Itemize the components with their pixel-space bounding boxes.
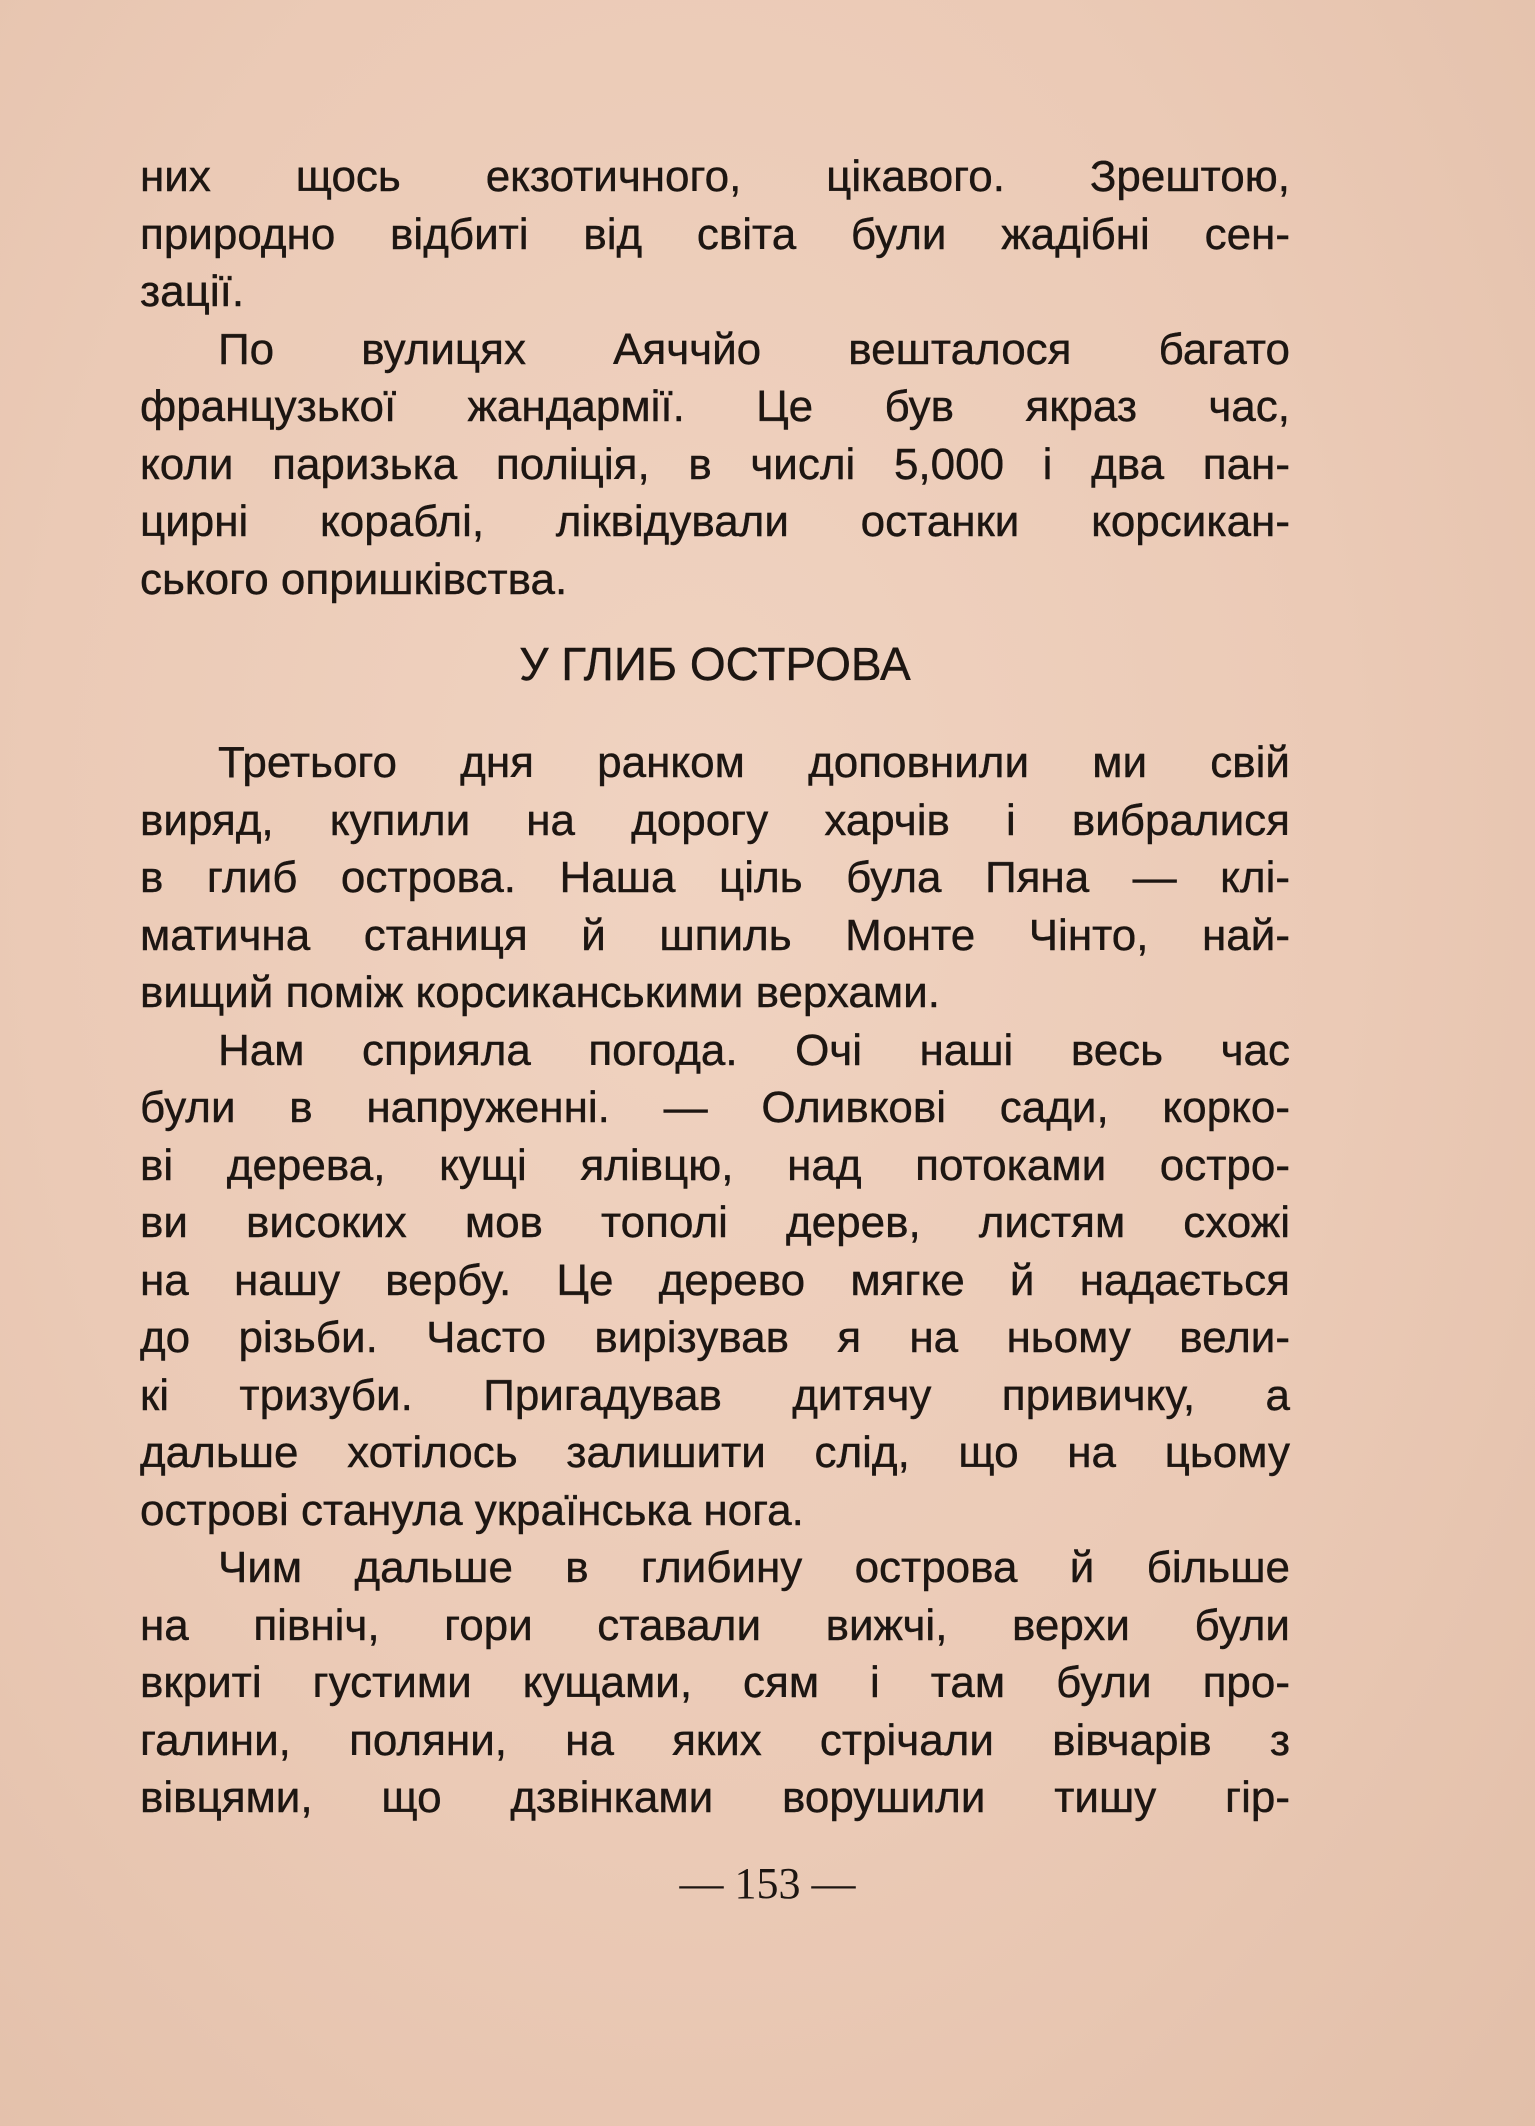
text-line: вищий поміж корсиканськими верхами. xyxy=(140,968,940,1017)
paragraph xyxy=(140,1539,1290,1827)
text-line: Третього дня ранком доповнили ми свій xyxy=(218,738,1290,787)
text-line: дальше хотілось залишити слід, що на цьому xyxy=(140,1428,1290,1477)
text-line: ві дерева, кущі ялівцю, над потоками остро- xyxy=(140,1140,1290,1190)
text-line: По вулицях Аяччйо вешталося багато xyxy=(218,324,1290,374)
section-heading: У ГЛИБ ОСТРОВА xyxy=(519,638,911,690)
paragraph xyxy=(140,321,1290,609)
text-line: зації. xyxy=(140,267,245,316)
text-line: матична станиця й шпиль Монте Чінто, най- xyxy=(140,910,1290,960)
text-line: французької жандармії. Це був якраз час, xyxy=(140,382,1290,431)
text-line: ви високих мов тополі дерев, листям схожі xyxy=(140,1198,1290,1247)
paragraph xyxy=(140,734,1290,1022)
text-line: них щось екзотичного, цікавого. Зрештою, xyxy=(140,152,1290,201)
text-line: галини, поляни, на яких стрічали вівчарів з xyxy=(140,1715,1290,1765)
paragraph xyxy=(140,1022,1290,1540)
page-text xyxy=(140,148,1290,1827)
text-line: ського опришківства. xyxy=(140,554,568,604)
text-line: вівцями, що дзвінками ворушили тишу гір- xyxy=(140,1773,1290,1822)
text-line: Нам сприяла погода. Очі наші весь час xyxy=(218,1025,1290,1075)
text-line: були в напруженні. — Оливкові сади, корко- xyxy=(140,1083,1290,1132)
page-number: — 153 — xyxy=(679,1859,856,1908)
text-line: на північ, гори ставали вижчі, верхи були xyxy=(140,1600,1290,1650)
text-line: на нашу вербу. Це дерево мягке й надається xyxy=(140,1255,1290,1305)
text-line: цирні кораблі, ліквідували останки корсикан- xyxy=(140,497,1290,546)
text-line: до різьби. Часто вирізував я на ньому вели- xyxy=(140,1313,1290,1362)
text-line: кі тризуби. Пригадував дитячу привичку, а xyxy=(140,1370,1290,1420)
paragraph xyxy=(140,148,1290,321)
text-line: острові станула українська нога. xyxy=(140,1485,804,1535)
text-line: коли паризька поліція, в числі 5,000 і два пан- xyxy=(140,439,1290,489)
text-line: вкриті густими кущами, сям і там були про- xyxy=(140,1658,1290,1707)
text-line: в глиб острова. Наша ціль була Пяна — клі- xyxy=(140,853,1290,902)
text-line: природно відбиті від світа були жадібні сен- xyxy=(140,209,1290,259)
text-line: виряд, купили на дорогу харчів і вибралися xyxy=(140,795,1290,845)
text-line: Чим дальше в глибину острова й більше xyxy=(218,1543,1290,1592)
